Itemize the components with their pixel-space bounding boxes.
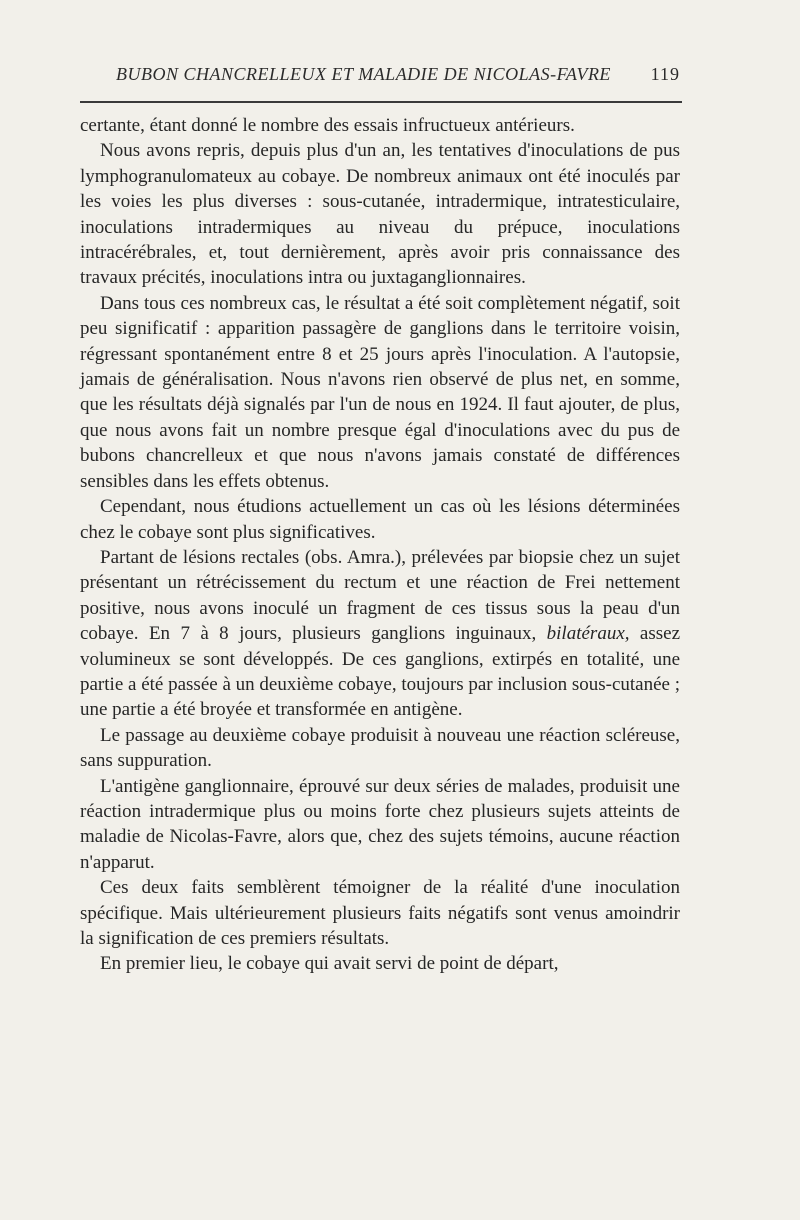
paragraph-5-start: Partant de lésions rectales (obs. Amra.), prélevées par biopsie chez un sujet présentant un rétrécissement du rectum et une réaction de Frei nettement positive, nous avons inoculé un fragment de ces tissus sous la peau d'un cobaye. En 7 à 8 jours, plusieurs ganglions inguinaux, [80,546,680,645]
page-number: 119 [650,64,680,84]
paragraph-8: Ces deux faits semblèrent témoigner de la réalité d'une inoculation spécifique. Mais ultérieurement plusieurs faits négatifs sont venus amoindrir la signification de ces premiers résultats. [80,877,680,949]
paragraph-2: Nous avons repris, depuis plus d'un an, les tentatives d'inoculations de pus lymphogranulomateux au cobaye. De nombreux animaux ont été inoculés par les voies les plus diverses : sous-cutanée, intradermique, intratesticulaire, inoculations intradermiques au niveau du prépuce, inoculations intracérébrales, et, tout dernièrement, après avoir pris connaissance des travaux précités, inoculations intra ou juxtaganglionnaires. [80,140,680,289]
page-header [80,64,680,94]
paragraph-4: Cependant, nous étudions actuellement un cas où les lésions déterminées chez le cobaye sont plus significatives. [80,496,680,543]
running-title: BUBON CHANCRELLEUX ET MALADIE DE NICOLAS-FAVRE [116,64,611,84]
paragraph-3: Dans tous ces nombreux cas, le résultat a été soit complètement négatif, soit peu significatif : apparition passagère de ganglions dans le territoire voisin, régressant spontanément entre 8 et 25 jours après l'inoculation. A l'autopsie, jamais de généralisation. Nous n'avons rien observé de plus net, en somme, que les résultats déjà signalés par l'un de nous en 1924. Il faut ajouter, de plus, que nous avons fait un nombre presque égal d'inoculations avec du pus de bubons chancrelleux et que nous n'avons jamais constaté de différences sensibles dans les effets obtenus. [80,292,680,492]
paragraph-6: Le passage au deuxième cobaye produisit à nouveau une réaction scléreuse, sans suppuration. [80,724,680,772]
emphasis-bilateraux: bilatéraux, [546,623,630,645]
paragraph-9: En premier lieu, le cobaye qui avait servi de point de départ, [100,953,559,975]
body-text [80,113,680,977]
paragraph-5-end: assez volumineux se sont développés. De ces ganglions, extirpés en totalité, une partie a été passée à un deuxième cobaye, toujours par inclusion sous-cutanée ; une partie a été broyée et transformée en antigène. [80,623,680,721]
paragraph-5 [80,545,680,723]
paragraph-1: certante, étant donné le nombre des essais infructueux antérieurs. [80,115,575,136]
paragraph-7: L'antigène ganglionnaire, éprouvé sur deux séries de malades, produisit une réaction intradermique plus ou moins forte chez plusieurs sujets atteints de maladie de Nicolas-Favre, alors que, chez des sujets témoins, aucune réaction n'apparut. [80,775,680,873]
header-rule [80,101,682,103]
